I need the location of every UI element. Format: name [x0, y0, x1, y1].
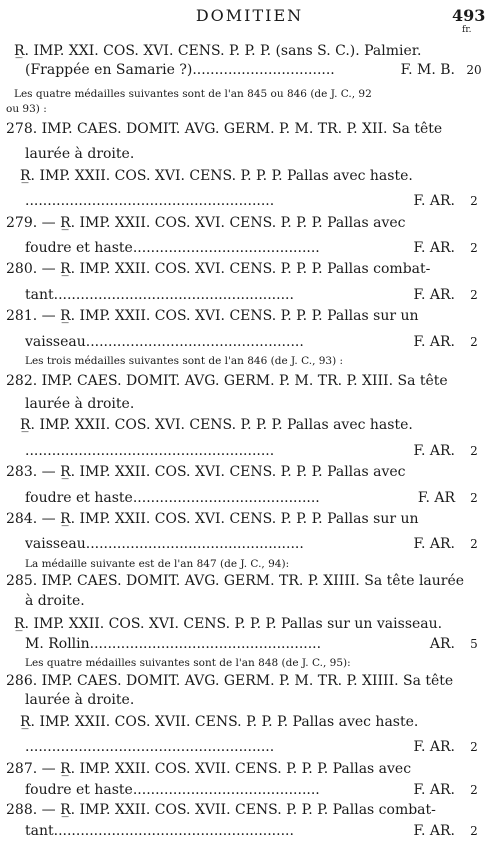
price-value: 2	[470, 241, 478, 255]
line-text: R̲. IMP. XXII. COS. XVI. CENS. P. P. P. Pallas avec haste.	[20, 417, 413, 433]
line-text: ........................................................	[25, 193, 275, 209]
catalogue-line	[0, 371, 499, 391]
catalogue-line	[0, 441, 499, 461]
line-text: Les quatre médailles suivantes sont de l'an 848 (de J. C., 95):	[25, 657, 351, 669]
catalogue-line	[0, 509, 499, 529]
metal-designation: AR.	[429, 636, 455, 652]
line-text: foudre et haste..........................................	[25, 782, 320, 798]
page-number: 493	[452, 6, 486, 25]
catalogue-line	[0, 166, 499, 186]
metal-designation: F. AR	[417, 490, 455, 506]
line-text: tant......................................................	[25, 287, 294, 303]
line-text: 281. — R̲. IMP. XXII. COS. XVI. CENS. P. P. P. Pallas sur un	[6, 308, 419, 324]
catalogue-line	[0, 634, 499, 654]
line-text: 283. — R̲. IMP. XXII. COS. XVI. CENS. P. P. P. Pallas avec	[6, 464, 406, 480]
price-value: 2	[470, 537, 478, 551]
line-text: laurée à droite.	[25, 146, 135, 162]
catalogue-line	[0, 41, 499, 61]
line-text: Les quatre médailles suivantes sont de l'an 845 ou 846 (de J. C., 92	[14, 88, 372, 100]
catalogue-line	[0, 415, 499, 435]
line-text: 286. IMP. CAES. DOMIT. AVG. GERM. P. M. TR. P. XIIII. Sa tête	[6, 673, 454, 689]
line-text: ou 93) :	[6, 103, 47, 115]
catalogue-line	[0, 238, 499, 258]
price-value: 2	[470, 491, 478, 505]
catalogue-line	[0, 780, 499, 800]
line-text: 287. — R̲. IMP. XXII. COS. XVII. CENS. P. P. P. Pallas avec	[6, 761, 412, 777]
catalogue-line	[0, 191, 499, 211]
price-value: 20	[466, 63, 482, 77]
price-value: 2	[470, 288, 478, 302]
catalogue-line	[0, 259, 499, 279]
line-text: laurée à droite.	[25, 692, 135, 708]
page-title: DOMITIEN	[195, 6, 304, 25]
catalogue-line	[0, 821, 499, 841]
metal-designation: F. AR.	[413, 193, 455, 209]
line-text: (Frappée en Samarie ?)................................	[25, 62, 335, 78]
catalogue-line	[0, 285, 499, 305]
line-text: R̲. IMP. XXII. COS. XVI. CENS. P. P. P. Pallas sur un vaisseau.	[14, 616, 443, 632]
catalogue-line	[0, 571, 499, 591]
catalogue-line	[0, 759, 499, 779]
metal-designation: F. AR.	[413, 334, 455, 350]
metal-designation: F. AR.	[413, 782, 455, 798]
metal-designation: F. M. B.	[400, 62, 455, 78]
line-text: ........................................................	[25, 443, 275, 459]
section-note	[0, 86, 499, 102]
catalogue-line	[0, 213, 499, 233]
metal-designation: F. AR.	[413, 823, 455, 839]
catalogue-line	[0, 534, 499, 554]
catalogue-line	[0, 737, 499, 757]
line-text: tant......................................................	[25, 823, 294, 839]
section-note	[0, 556, 499, 572]
catalogue-line	[0, 488, 499, 508]
line-text: R̲. IMP. XXII. COS. XVII. CENS. P. P. P. Pallas avec haste.	[20, 714, 419, 730]
catalogue-line	[0, 712, 499, 732]
section-note	[0, 101, 499, 117]
price-value: 2	[470, 783, 478, 797]
catalogue-line	[0, 306, 499, 326]
line-text: vaisseau.................................................	[25, 536, 304, 552]
catalogue-line	[0, 614, 499, 634]
line-text: à droite.	[25, 593, 85, 609]
metal-designation: F. AR.	[413, 240, 455, 256]
line-text: vaisseau.................................................	[25, 334, 304, 350]
metal-designation: F. AR.	[413, 739, 455, 755]
line-text: R̲. IMP. XXI. COS. XVI. CENS. P. P. P. (sans S. C.). Palmier.	[14, 43, 422, 59]
line-text: laurée à droite.	[25, 396, 135, 412]
price-value: 2	[470, 444, 478, 458]
catalogue-line	[0, 690, 499, 710]
price-value: 2	[470, 824, 478, 838]
line-text: ........................................................	[25, 739, 275, 755]
price-value: 2	[470, 740, 478, 754]
line-text: R̲. IMP. XXII. COS. XVI. CENS. P. P. P. Pallas avec haste.	[20, 168, 413, 184]
section-note	[0, 655, 499, 671]
line-text: 288. — R̲. IMP. XXII. COS. XVII. CENS. P. P. P. Pallas combat-	[6, 802, 436, 818]
price-value: 5	[470, 637, 478, 651]
catalogue-line	[0, 462, 499, 482]
catalogue-line	[0, 332, 499, 352]
metal-designation: F. AR.	[413, 443, 455, 459]
line-text: 280. — R̲. IMP. XXII. COS. XVI. CENS. P. P. P. Pallas combat-	[6, 261, 431, 277]
catalogue-line	[0, 394, 499, 414]
line-text: 279. — R̲. IMP. XXII. COS. XVI. CENS. P. P. P. Pallas avec	[6, 215, 406, 231]
line-text: foudre et haste..........................................	[25, 490, 320, 506]
line-text: M. Rollin....................................................	[25, 636, 322, 652]
price-value: 2	[470, 335, 478, 349]
price-value: 2	[470, 194, 478, 208]
metal-designation: F. AR.	[413, 287, 455, 303]
catalogue-line	[0, 800, 499, 820]
catalogue-line	[0, 591, 499, 611]
line-text: foudre et haste..........................................	[25, 240, 320, 256]
line-text: La médaille suivante est de l'an 847 (de J. C., 94):	[25, 558, 290, 570]
line-text: 284. — R̲. IMP. XXII. COS. XVI. CENS. P. P. P. Pallas sur un	[6, 511, 419, 527]
line-text: 278. IMP. CAES. DOMIT. AVG. GERM. P. M. TR. P. XII. Sa tête	[6, 121, 443, 137]
catalogue-line	[0, 60, 499, 80]
price-unit: fr.	[462, 25, 472, 35]
catalogue-line	[0, 119, 499, 139]
line-text: Les trois médailles suivantes sont de l'an 846 (de J. C., 93) :	[25, 355, 344, 367]
catalogue-line	[0, 671, 499, 691]
section-note	[0, 353, 499, 369]
metal-designation: F. AR.	[413, 536, 455, 552]
line-text: 282. IMP. CAES. DOMIT. AVG. GERM. P. M. TR. P. XIII. Sa tête	[6, 373, 448, 389]
catalogue-line	[0, 144, 499, 164]
line-text: 285. IMP. CAES. DOMIT. AVG. GERM. TR. P. XIIII. Sa tête laurée	[6, 573, 465, 589]
